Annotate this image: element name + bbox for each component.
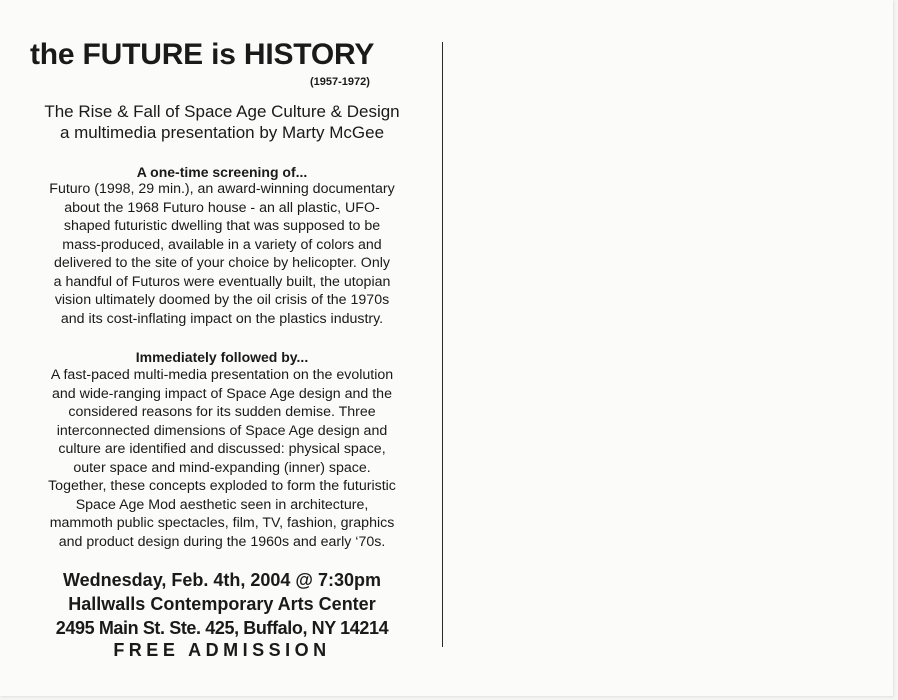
subtitle-line-1: The Rise & Fall of Space Age Culture & Design <box>44 102 400 121</box>
screening-line: and its cost-inflating impact on the plastics industry. <box>60 310 384 327</box>
screening-description <box>10 180 434 328</box>
event-address: 2495 Main St. Ste. 425, Buffalo, NY 14214 <box>55 618 389 638</box>
followed-line: and product design during the 1960s and early ‘70s. <box>58 533 386 550</box>
followed-line: Space Age Mod aesthetic seen in architecture, <box>75 496 369 513</box>
screening-line: mass-produced, available in a variety of colors and <box>62 236 382 253</box>
screening-line: a handful of Futuros were eventually built, the utopian <box>53 273 391 290</box>
years-label: (1957-1972) <box>310 76 370 88</box>
event-venue: Hallwalls Contemporary Arts Center <box>68 594 376 614</box>
page-title: the FUTURE is HISTORY <box>30 38 375 71</box>
screening-line: vision ultimately doomed by the oil crisis of the 1970s <box>54 292 390 308</box>
screening-line: delivered to the site of your choice by helicopter. Only <box>54 255 390 271</box>
vertical-divider <box>442 42 443 647</box>
subtitle <box>10 101 434 143</box>
screening-line: about the 1968 Futuro house - an all plastic, UFO- <box>64 199 380 216</box>
followed-description <box>10 366 434 551</box>
event-date: Wednesday, Feb. 4th, 2004 @ 7:30pm <box>63 570 381 590</box>
followed-line: culture are identified and discussed: physical space, <box>58 441 386 457</box>
flyer-text-panel <box>10 0 434 700</box>
event-admission: FREE ADMISSION <box>113 640 331 660</box>
followed-line: mammoth public spectacles, film, TV, fashion, graphics <box>49 515 395 531</box>
subtitle-line-2: a multimedia presentation by Marty McGee <box>59 123 385 142</box>
followed-line: considered reasons for its sudden demise. Three <box>68 404 376 420</box>
followed-line: and wide-ranging impact of Space Age design and the <box>52 385 392 402</box>
followed-line: A fast-paced multi-media presentation on the evolution <box>50 367 394 383</box>
followed-line: outer space and mind-expanding (inner) space. <box>73 459 371 476</box>
followed-line: Together, these concepts exploded to form the futuristic <box>48 478 396 494</box>
followed-line: interconnected dimensions of Space Age design and <box>56 422 388 439</box>
screening-heading: A one-time screening of... <box>136 164 308 180</box>
screening-line: Futuro (1998, 29 min.), an award-winning documentary <box>49 181 395 197</box>
screening-line: shaped futuristic dwelling that was supposed to be <box>63 218 381 234</box>
followed-heading: Immediately followed by... <box>135 349 309 365</box>
